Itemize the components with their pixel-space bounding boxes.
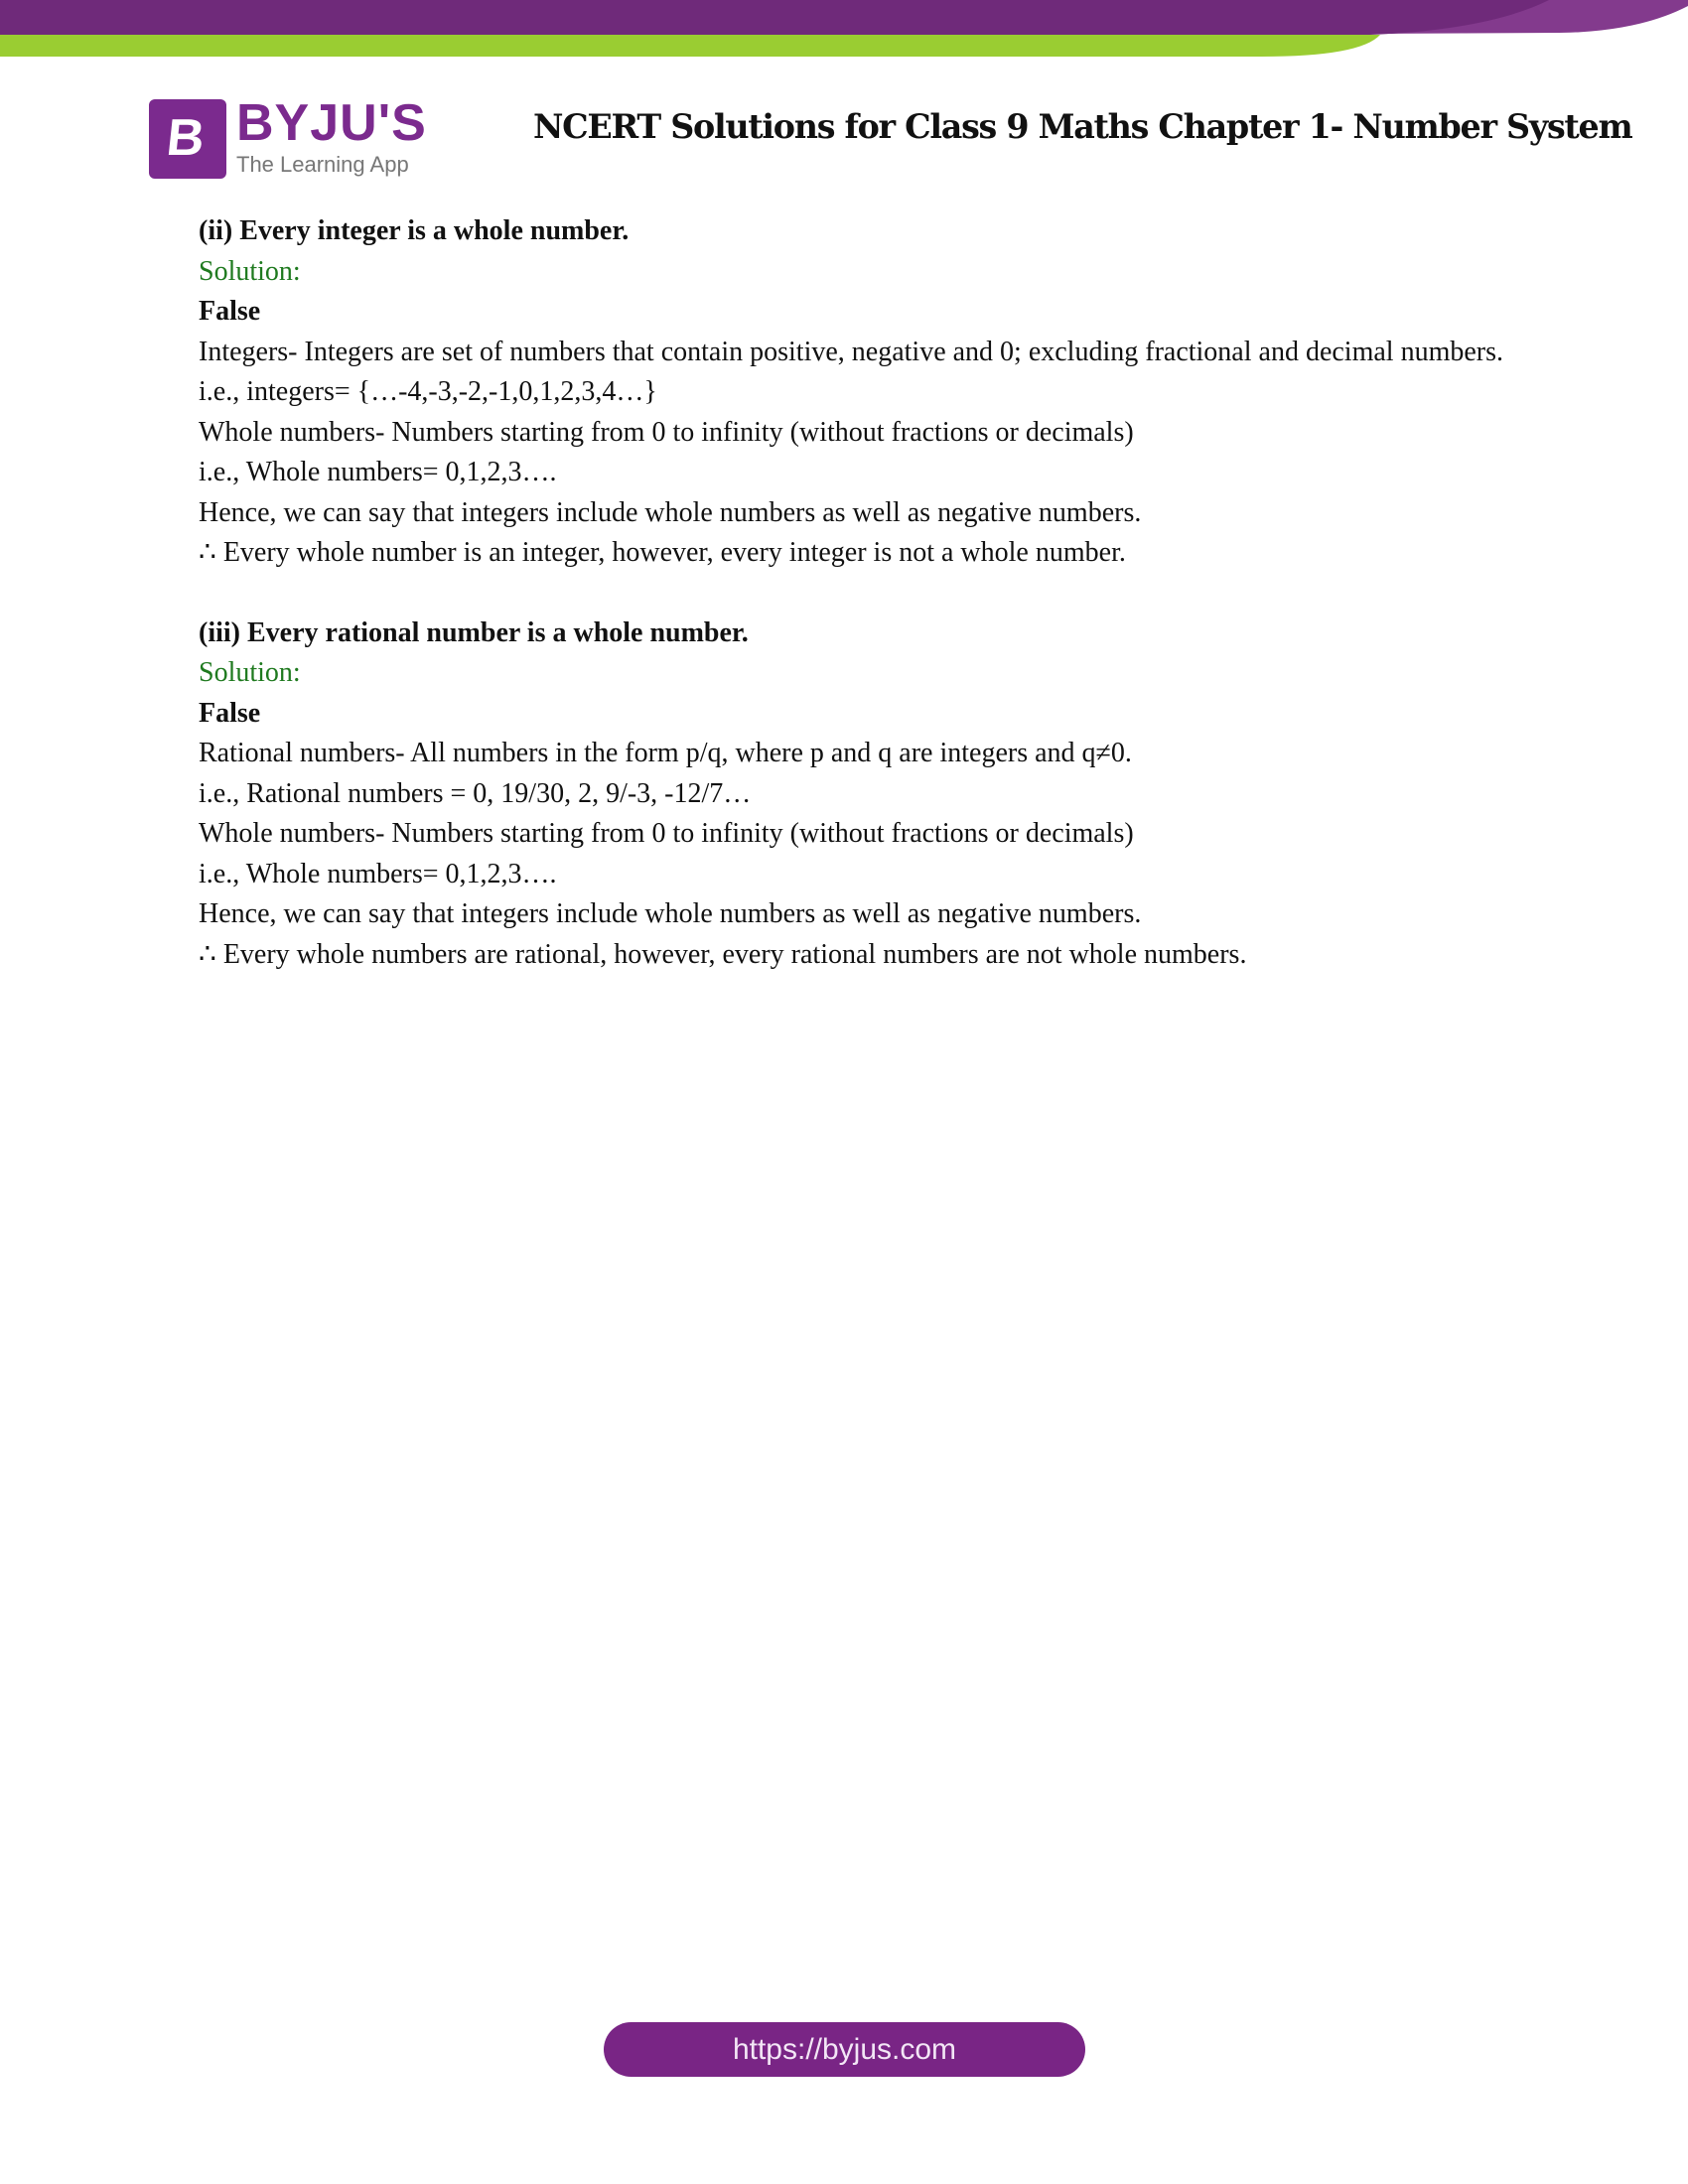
body-line: Hence, we can say that integers include whole numbers as well as negative numbers.	[199, 496, 1142, 528]
answer-text: False	[199, 697, 261, 729]
body-line: Hence, we can say that integers include whole numbers as well as negative numbers.	[199, 898, 1142, 929]
conclusion-line: ∴ Every whole number is an integer, however, every integer is not a whole number.	[199, 537, 1126, 568]
body-line: Integers- Integers are set of numbers that contain positive, negative and 0; excluding fractional and decimal numbers.	[199, 336, 1503, 367]
body-line: Whole numbers- Numbers starting from 0 to infinity (without fractions or decimals)	[199, 818, 1134, 849]
body-line: i.e., Rational numbers = 0, 19/30, 2, 9/-3, -12/7…	[199, 777, 752, 809]
question-heading: (iii) Every rational number is a whole number.	[199, 616, 749, 648]
logo-mark-icon: B	[149, 99, 226, 179]
solution-label: Solution:	[199, 657, 301, 688]
body-line: i.e., Whole numbers= 0,1,2,3….	[199, 457, 557, 487]
body-line: i.e., Whole numbers= 0,1,2,3….	[199, 858, 557, 889]
question-section-iii	[199, 614, 1539, 976]
section-spacer	[199, 574, 1539, 614]
answer-text: False	[199, 296, 261, 327]
document-body	[199, 211, 1539, 975]
header-banner	[0, 0, 1688, 60]
body-line: Rational numbers- All numbers in the form p/q, where p and q are integers and q≠0.	[199, 738, 1132, 768]
logo-brand-name: BYJU'S	[236, 94, 427, 152]
body-line: i.e., integers= {…-4,-3,-2,-1,0,1,2,3,4…}	[199, 376, 657, 407]
logo-tagline: The Learning App	[236, 152, 409, 177]
footer-link-text[interactable]: https://byjus.com	[732, 2033, 957, 2066]
question-heading: (ii) Every integer is a whole number.	[199, 215, 630, 246]
solution-label: Solution:	[199, 255, 301, 287]
body-line: Whole numbers- Numbers starting from 0 to infinity (without fractions or decimals)	[199, 416, 1134, 448]
footer-link-button[interactable]	[604, 2022, 1085, 2077]
document-title: NCERT Solutions for Class 9 Maths Chapter 1- Number System	[533, 107, 1632, 147]
question-section-ii	[199, 211, 1539, 574]
conclusion-line: ∴ Every whole numbers are rational, however, every rational numbers are not whole numbers.	[199, 938, 1247, 970]
byjus-logo	[149, 94, 437, 181]
